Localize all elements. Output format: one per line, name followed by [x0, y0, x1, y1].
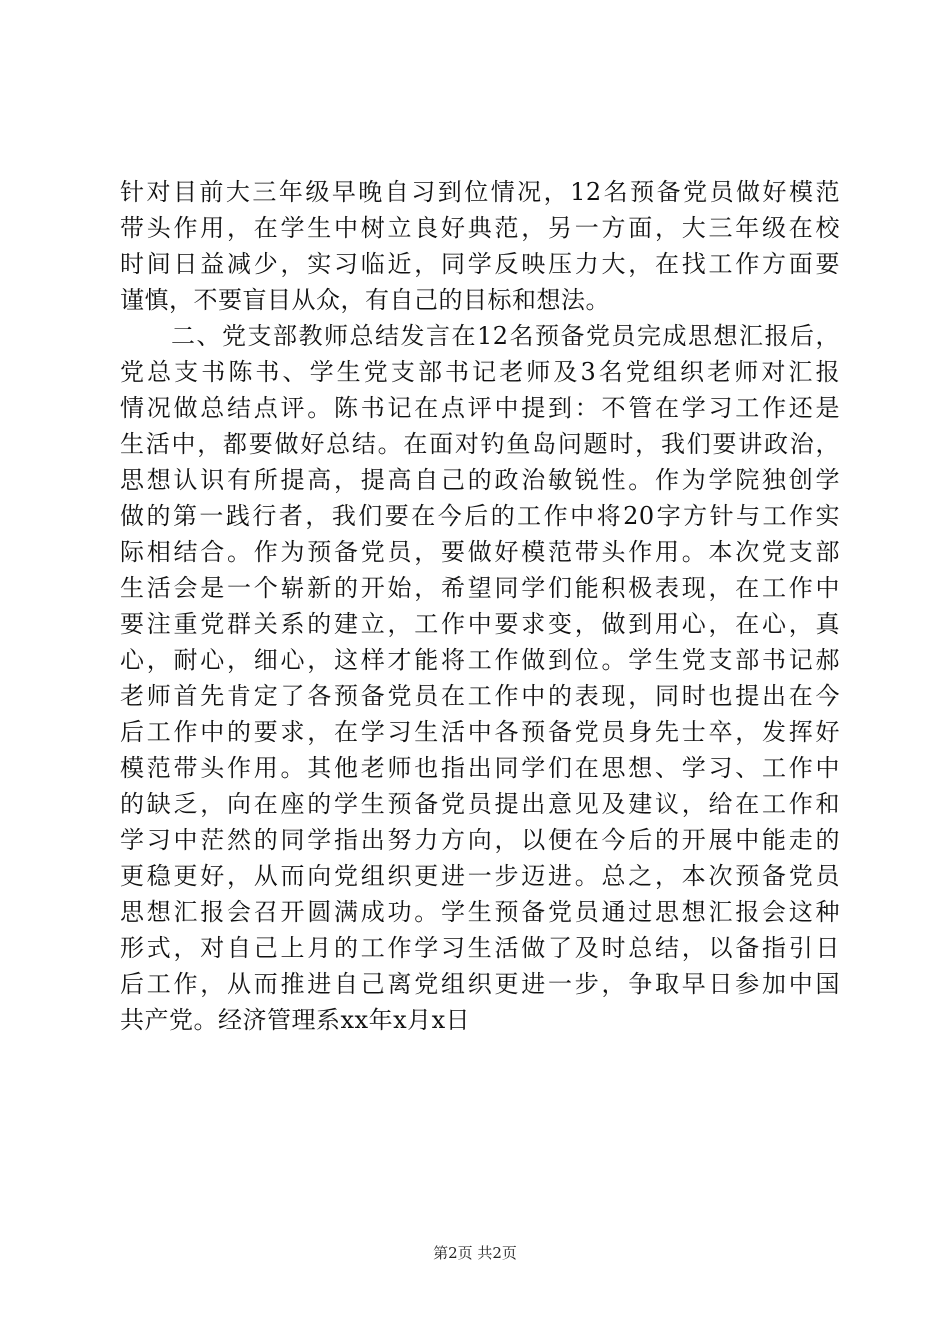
page-number-label: 第2页 共2页: [433, 1244, 517, 1262]
text-line: 的缺乏，向在座的学生预备党员提出意见及建议，给在工作和: [120, 790, 840, 818]
text-line: 情况做总结点评。陈书记在点评中提到：不管在学习工作还是: [120, 394, 840, 422]
text-line: 针对目前大三年级早晚自习到位情况，12名预备党员做好模范: [120, 178, 840, 206]
text-line: 要注重党群关系的建立，工作中要求变，做到用心，在心，真: [120, 610, 840, 638]
text-line: 形式，对自己上月的工作学习生活做了及时总结，以备指引日: [120, 934, 840, 962]
text-line: 党总支书陈书、学生党支部书记老师及3名党组织老师对汇报: [120, 358, 840, 386]
text-line: 思想认识有所提高，提高自己的政治敏锐性。作为学院独创学: [120, 466, 840, 494]
text-line: 学习中茫然的同学指出努力方向，以便在今后的开展中能走的: [120, 826, 840, 854]
text-line: 做的第一践行者，我们要在今后的工作中将20字方针与工作实: [120, 502, 840, 530]
text-line: 后工作，从而推进自己离党组织更进一步，争取早日参加中国: [120, 970, 840, 998]
text-line: 后工作中的要求，在学习生活中各预备党员身先士卒，发挥好: [120, 718, 840, 746]
text-line: 谨慎，不要盲目从众，有自己的目标和想法。: [120, 286, 610, 314]
document-body: [120, 174, 840, 1038]
text-line: 二、党支部教师总结发言在12名预备党员完成思想汇报后，: [120, 322, 840, 350]
text-line: 际相结合。作为预备党员，要做好模范带头作用。本次党支部: [120, 538, 840, 566]
text-line: 生活会是一个崭新的开始，希望同学们能积极表现，在工作中: [120, 574, 840, 602]
text-line: 心，耐心，细心，这样才能将工作做到位。学生党支部书记郝: [120, 646, 840, 674]
text-line: 更稳更好，从而向党组织更进一步迈进。总之，本次预备党员: [120, 862, 840, 890]
text-line: 共产党。经济管理系xx年x月x日: [120, 1006, 471, 1034]
text-line: 模范带头作用。其他老师也指出同学们在思想、学习、工作中: [120, 754, 840, 782]
text-line: 老师首先肯定了各预备党员在工作中的表现，同时也提出在今: [120, 682, 840, 710]
text-line: 生活中，都要做好总结。在面对钓鱼岛问题时，我们要讲政治，: [120, 430, 840, 458]
text-line: 带头作用，在学生中树立良好典范，另一方面，大三年级在校: [120, 214, 840, 242]
text-line: 思想汇报会召开圆满成功。学生预备党员通过思想汇报会这种: [120, 898, 840, 926]
page-footer: [0, 1243, 950, 1263]
text-line: 时间日益减少，实习临近，同学反映压力大，在找工作方面要: [120, 250, 840, 278]
